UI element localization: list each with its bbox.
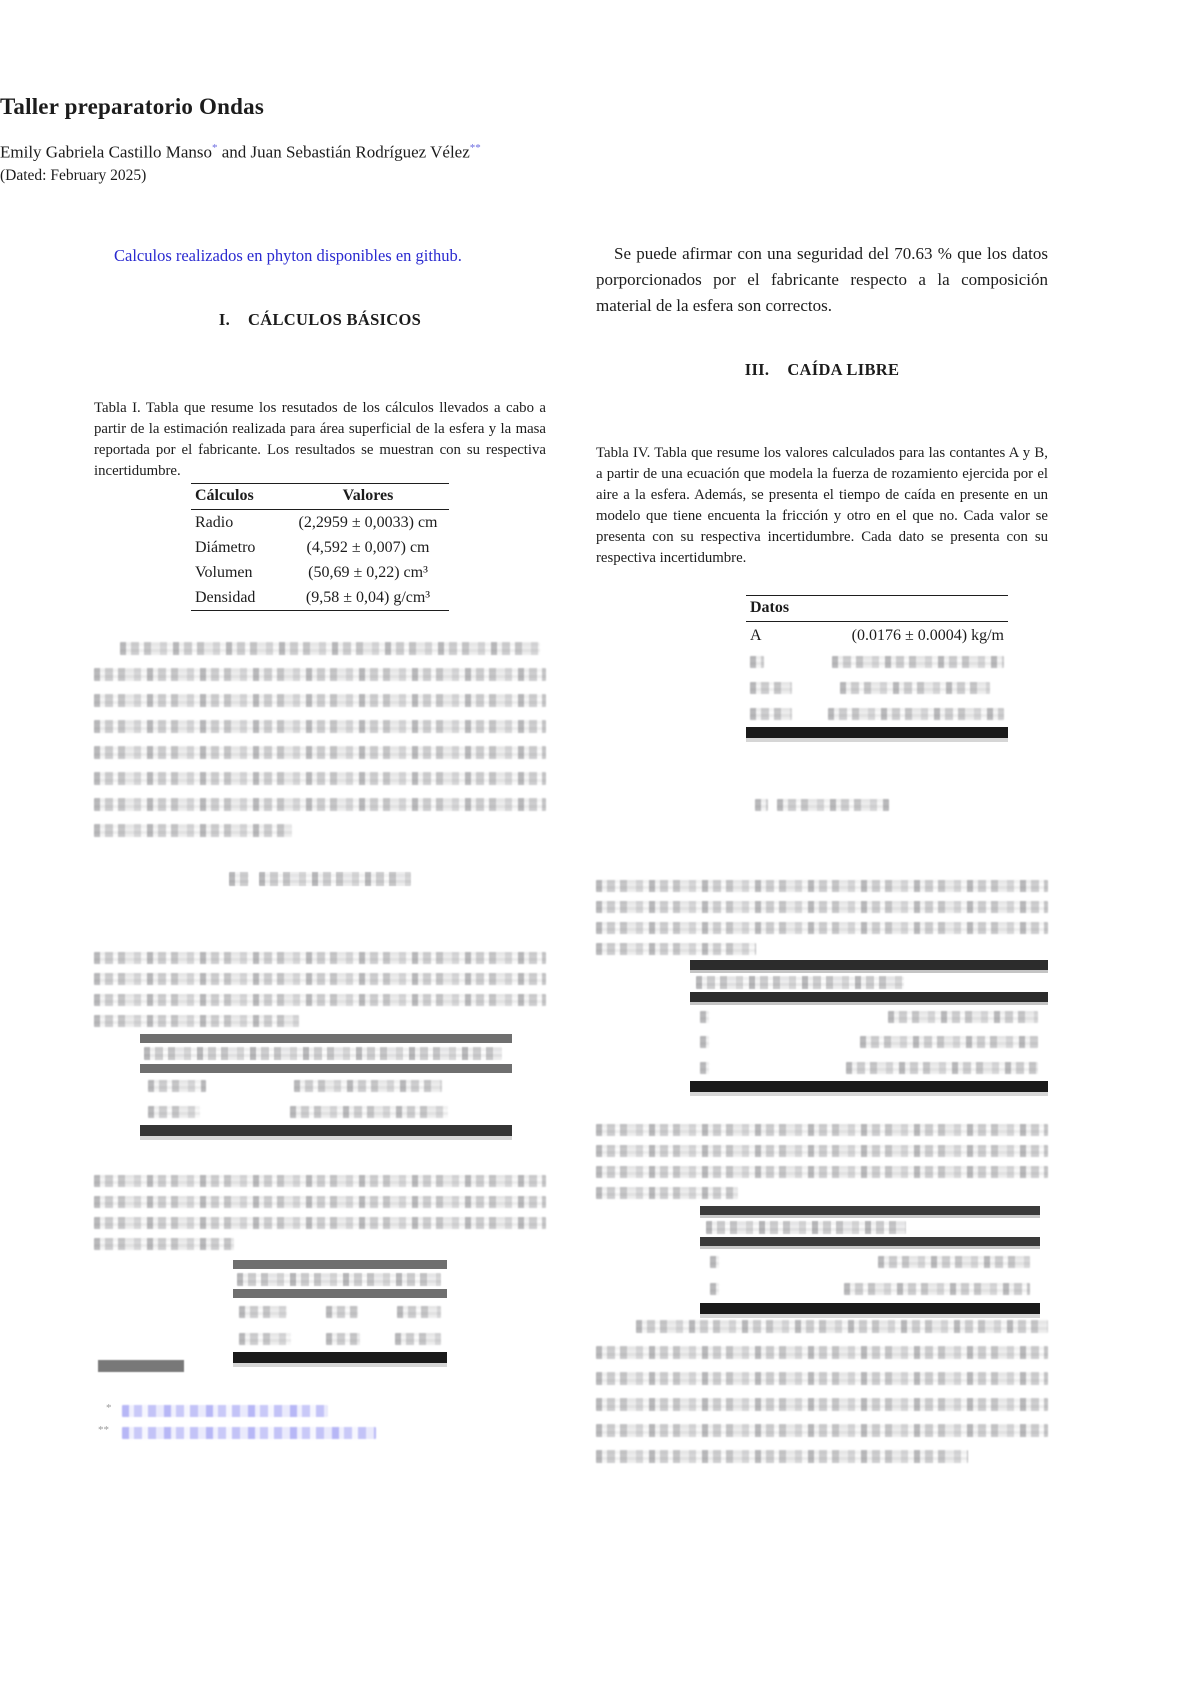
table-6-caption-redacted: [596, 1124, 1048, 1212]
closing-paragraph-redacted: [596, 1320, 1048, 1476]
table-4-row-a-value: (0.0176 ± 0.0004) kg/m: [851, 627, 1004, 644]
redacted-line: [144, 1047, 502, 1060]
table-1-row-densidad-label: Densidad: [195, 589, 256, 606]
table-3-caption-redacted: [94, 1175, 546, 1263]
intro-paragraph: Se puede afirmar con una seguridad del 70.63 % que los datos porporcionados por el fabricante respecto a la composición material de la esfera son correctos.: [596, 244, 1048, 315]
section-1-number: I.: [218, 310, 231, 329]
redacted-cell: [395, 1333, 441, 1345]
table-1: [94, 483, 546, 611]
redacted-line: [596, 880, 1048, 892]
redacted-cell: [700, 1062, 709, 1074]
redacted-cell: [828, 708, 1004, 720]
redacted-cell: [844, 1283, 1030, 1295]
footnote-1-link[interactable]: [122, 1405, 328, 1417]
redacted-line: [596, 1398, 1048, 1411]
redacted-cell: [750, 708, 792, 720]
table-1-bottom-rule: [191, 610, 449, 611]
redacted-line: [596, 1166, 1048, 1178]
footnote-2-marker: **: [98, 1424, 109, 1436]
author-1: Emily Gabriela Castillo Manso: [0, 142, 212, 162]
redacted-cell: [148, 1080, 206, 1092]
section-3-title: CAÍDA LIBRE: [787, 360, 900, 379]
left-column: [94, 0, 546, 1683]
redacted-section-number: [229, 872, 249, 886]
table-5-top-bar: [690, 960, 1048, 973]
redacted-line: [696, 976, 904, 989]
section-3-heading: [596, 360, 1048, 380]
table-6-redacted: [700, 1206, 1040, 1318]
redacted-line: [94, 824, 292, 837]
table-2-mid-bar: [140, 1064, 512, 1073]
author-2-footnote-marker: **: [469, 142, 481, 154]
table-4: [596, 595, 1048, 742]
author-2: Juan Sebastián Rodríguez Vélez: [250, 142, 470, 162]
redacted-cell: [878, 1256, 1030, 1268]
table-row: [191, 535, 449, 560]
footnote-2-link[interactable]: [122, 1427, 376, 1439]
redacted-line: [94, 1238, 234, 1250]
redacted-cell: [846, 1062, 1038, 1074]
footnote-2: [94, 1424, 546, 1438]
redacted-line: [94, 1196, 546, 1208]
table-4-row-a-label: A: [750, 627, 762, 644]
table-row: [191, 560, 449, 585]
section-1-title: CÁLCULOS BÁSICOS: [248, 310, 422, 329]
table-5-bottom-bar: [690, 1081, 1048, 1096]
table-row-redacted: [700, 1249, 1040, 1275]
redacted-line: [237, 1273, 441, 1286]
table-row-redacted: [140, 1099, 512, 1125]
table-row-redacted: [690, 1029, 1048, 1054]
redacted-line: [94, 720, 546, 733]
table-row-redacted: [233, 1298, 447, 1325]
authors-conjunction: and: [217, 142, 251, 162]
table-row-redacted: [700, 1275, 1040, 1303]
redacted-line: [596, 901, 1048, 913]
table-row-redacted: [233, 1325, 447, 1352]
section-1-heading: [94, 310, 546, 330]
redacted-cell: [700, 1036, 709, 1048]
redacted-subsection-title: [777, 799, 889, 811]
table-1-row-volumen-label: Volumen: [195, 564, 253, 581]
redacted-line: [94, 1175, 546, 1187]
redacted-cell: [326, 1306, 358, 1318]
table-4-header: Datos: [750, 599, 790, 616]
table-6-mid-bar: [700, 1237, 1040, 1249]
redacted-line: [596, 1187, 738, 1199]
table-row: [746, 622, 1008, 649]
date-line: (Dated: February 2025): [0, 167, 147, 184]
table-1-col-header-calculos: Cálculos: [195, 487, 254, 504]
table-3-mid-bar: [233, 1289, 447, 1298]
table-1-row-densidad-value: (9,58 ± 0,04) g/cm³: [305, 589, 431, 606]
redacted-line: [94, 798, 546, 811]
redacted-cell: [750, 656, 764, 668]
table-1-row-volumen-value: (50,69 ± 0,22) cm³: [308, 564, 428, 581]
redacted-line: [94, 668, 546, 681]
redacted-line: [94, 1217, 546, 1229]
redacted-line: [596, 943, 756, 955]
table-row-redacted: [690, 1005, 1048, 1029]
redacted-cell: [397, 1306, 441, 1318]
redacted-line: [94, 1015, 299, 1027]
table-4-bottom-bar: [746, 727, 1008, 742]
redacted-cell: [700, 1011, 709, 1023]
redacted-line: [706, 1221, 906, 1234]
subsection-a-heading-redacted: [596, 799, 1048, 811]
redacted-cell: [290, 1106, 448, 1118]
redacted-line: [120, 642, 540, 655]
footnote-rule-redacted: [98, 1360, 184, 1372]
redacted-line: [596, 922, 1048, 934]
github-link[interactable]: Calculos realizados en phyton disponibles en github.: [114, 246, 462, 265]
table-3-redacted: [233, 1260, 447, 1367]
redacted-cell: [239, 1333, 291, 1345]
table-1-row-radio-value: (2,2959 ± 0,0033) cm: [298, 514, 438, 531]
table-1-caption: Tabla I. Tabla que resume los resutados de los cálculos llevados a cabo a partir de la estimación realizada para área superficial de la esfera y la masa reportada por el fabricante. Los resultados se muestran con su respectiva incertidumbre.: [94, 400, 546, 479]
table-1-row-diametro-value: (4,592 ± 0,007) cm: [306, 539, 430, 556]
redacted-line: [94, 694, 546, 707]
table-row-redacted: [746, 649, 1008, 675]
table-3-top-bar: [233, 1260, 447, 1269]
table-5-redacted: [690, 960, 1048, 1096]
table-1-header-row: [191, 484, 449, 509]
redacted-cell: [710, 1283, 719, 1295]
table-row-redacted: [746, 675, 1008, 701]
table-5-caption-redacted: [596, 880, 1048, 968]
table-6-bottom-bar: [700, 1303, 1040, 1318]
redacted-subsection-number: [755, 799, 768, 811]
redacted-line: [94, 952, 546, 964]
table-3-header-redacted: [233, 1269, 447, 1289]
table-2-caption-redacted: [94, 952, 546, 1040]
redacted-line: [596, 1450, 968, 1463]
table-2-top-bar: [140, 1034, 512, 1043]
table-2-redacted: [140, 1034, 512, 1140]
redacted-paragraph: [94, 642, 546, 850]
redacted-cell: [148, 1106, 200, 1118]
section-2-heading-redacted: [94, 872, 546, 886]
section-3-number: III.: [744, 360, 770, 379]
table-2-header-redacted: [140, 1043, 512, 1064]
table-1-col-header-valores: Valores: [342, 487, 394, 504]
redacted-cell: [840, 682, 990, 694]
redacted-cell: [326, 1333, 360, 1345]
table-row-redacted: [746, 701, 1008, 727]
redacted-cell: [832, 656, 1004, 668]
table-1-row-radio-label: Radio: [195, 514, 234, 531]
table-2-bottom-bar: [140, 1125, 512, 1140]
redacted-line: [636, 1320, 1048, 1333]
redacted-cell: [888, 1011, 1038, 1023]
table-5-mid-bar: [690, 992, 1048, 1005]
table-3-bottom-bar: [233, 1352, 447, 1367]
redacted-line: [596, 1372, 1048, 1385]
redacted-cell: [710, 1256, 719, 1268]
table-row-redacted: [690, 1054, 1048, 1081]
table-row-redacted: [140, 1073, 512, 1099]
redacted-line: [596, 1424, 1048, 1437]
redacted-line: [94, 973, 546, 985]
table-6-top-bar: [700, 1206, 1040, 1218]
table-5-header-redacted: [690, 973, 1048, 992]
redacted-line: [94, 772, 546, 785]
redacted-section-title: [259, 872, 411, 886]
table-1-row-diametro-label: Diámetro: [195, 539, 256, 556]
table-6-header-redacted: [700, 1218, 1040, 1237]
right-column: [596, 0, 1048, 1683]
author-1-footnote-marker: *: [212, 142, 218, 154]
table-row: [191, 510, 449, 535]
redacted-line: [596, 1124, 1048, 1136]
paper-title: Taller preparatorio Ondas: [0, 94, 264, 119]
redacted-cell: [750, 682, 792, 694]
redacted-line: [596, 1346, 1048, 1359]
redacted-cell: [239, 1306, 287, 1318]
redacted-line: [94, 994, 546, 1006]
footnote-1-marker: *: [106, 1402, 112, 1414]
redacted-line: [596, 1145, 1048, 1157]
redacted-cell: [860, 1036, 1038, 1048]
redacted-line: [94, 746, 546, 759]
table-row: [191, 585, 449, 610]
table-4-caption: Tabla IV. Tabla que resume los valores calculados para las contantes A y B, a partir de una ecuación que modela la fuerza de rozamiento ejercida por el aire a la esfera. Además, se presenta el tiempo de caída en presente en un modelo que tiene encuenta la fricción y otro en el que no. Cada valor se presenta con su respectiva incertidumbre. Cada dato se presenta con su respectiva incertidumbre.: [596, 445, 1048, 566]
footnote-1: [94, 1402, 546, 1416]
redacted-cell: [294, 1080, 442, 1092]
